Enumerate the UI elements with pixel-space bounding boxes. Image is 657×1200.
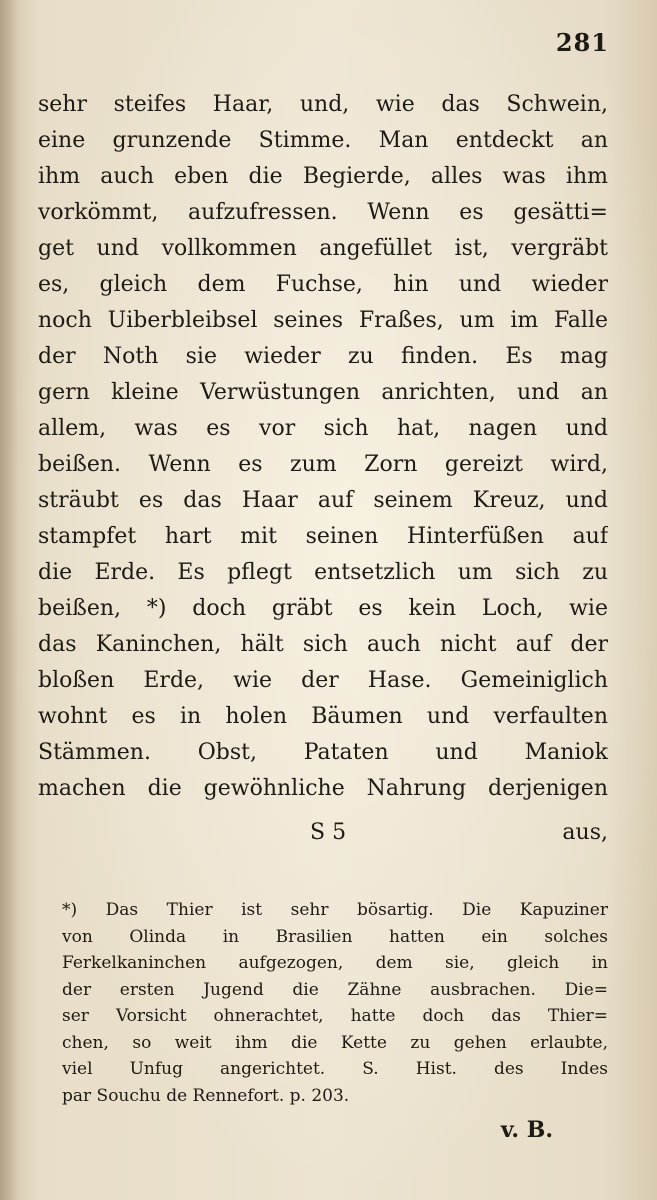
body-line: die Erde. Es pflegt entsetzlich um sich zu — [38, 560, 608, 585]
body-line: es, gleich dem Fuchse, hin und wieder — [38, 272, 608, 297]
editor-mark: v. B. — [500, 1117, 553, 1143]
footnote-line: par Souchu de Rennefort. p. 203. — [62, 1085, 350, 1106]
body-line: beißen, *) doch gräbt es kein Loch, wie — [38, 596, 608, 621]
signature-line — [38, 815, 608, 851]
body-line: der Noth sie wieder zu finden. Es mag — [38, 344, 608, 369]
catchword: aus, — [562, 820, 608, 845]
page-number: 281 — [555, 28, 609, 57]
footnote-line: viel Unfug angerichtet. S. Hist. des Indes — [62, 1059, 608, 1079]
body-line: Stämmen. Obst, Pataten und Maniok — [38, 740, 608, 765]
body-line: wohnt es in holen Bäumen und verfaulten — [38, 704, 608, 729]
body-line: ihm auch eben die Begierde, alles was ihm — [38, 164, 608, 189]
body-line: noch Uiberbleibsel seines Fraßes, um im Falle — [38, 308, 608, 333]
body-line: sträubt es das Haar auf seinem Kreuz, und — [38, 488, 608, 513]
footnote — [62, 897, 608, 1109]
footnote-line: Ferkelkaninchen aufgezogen, dem sie, gleich in — [62, 953, 608, 973]
body-line: das Kaninchen, hält sich auch nicht auf der — [38, 632, 608, 657]
body-text — [38, 87, 608, 807]
gutter-shadow — [0, 0, 18, 1200]
body-line: sehr steifes Haar, und, wie das Schwein, — [38, 92, 608, 117]
body-line: get und vollkommen angefüllet ist, vergräbt — [38, 236, 608, 261]
footnote-line: *) Das Thier ist sehr bösartig. Die Kapuziner — [62, 900, 608, 920]
body-line: allem, was es vor sich hat, nagen und — [38, 416, 608, 441]
body-line: gern kleine Verwüstungen anrichten, und an — [38, 380, 608, 405]
body-line: vorkömmt, aufzufressen. Wenn es gesätti= — [38, 200, 608, 225]
footnote-line: ser Vorsicht ohnerachtet, hatte doch das Thier= — [62, 1006, 608, 1026]
body-line: bloßen Erde, wie der Hase. Gemeiniglich — [38, 668, 608, 693]
body-line: stampfet hart mit seinen Hinterfüßen auf — [38, 524, 608, 549]
footnote-line: der ersten Jugend die Zähne ausbrachen. Die= — [62, 979, 608, 1000]
body-line: machen die gewöhnliche Nahrung derjenigen — [38, 776, 608, 801]
footnote-line: von Olinda in Brasilien hatten ein solches — [62, 926, 608, 947]
footnote-line: chen, so weit ihm die Kette zu gehen erlaubte, — [62, 1032, 608, 1053]
body-line: eine grunzende Stimme. Man entdeckt an — [38, 128, 608, 153]
signature-mark: S 5 — [310, 820, 347, 845]
body-line: beißen. Wenn es zum Zorn gereizt wird, — [38, 452, 608, 477]
